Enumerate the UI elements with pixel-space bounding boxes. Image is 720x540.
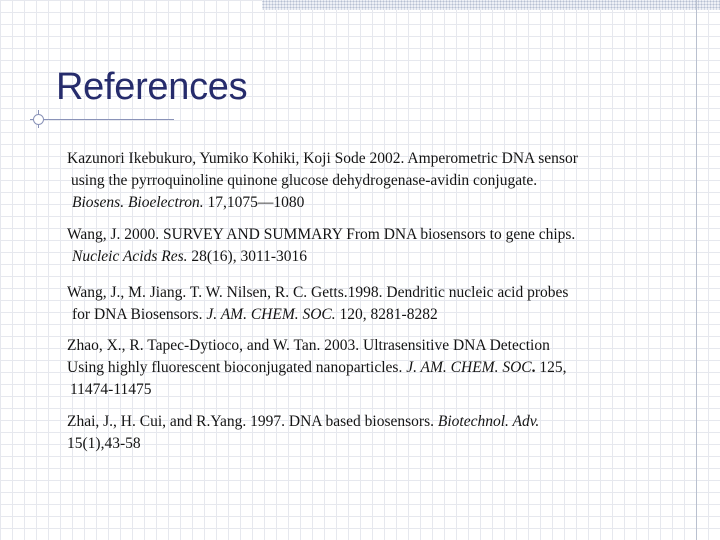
journal-name: Biotechnol. Adv. (437, 413, 540, 430)
reference-line: 15(1),43-58 (67, 435, 141, 452)
reference-item (67, 224, 707, 268)
journal-name: Nucleic Acids Res. (72, 248, 188, 265)
reference-text: Using highly fluorescent bioconjugated nanoparticles. (67, 359, 407, 376)
decorative-top-band (262, 0, 720, 10)
reference-line: 11474-11475 (70, 381, 152, 398)
reference-line: Wang, J. 2000. SURVEY AND SUMMARY From DNA biosensors to gene chips. (67, 226, 576, 243)
journal-name: J. AM. CHEM. SOC (406, 359, 532, 376)
journal-name: J. AM. CHEM. SOC. (206, 306, 336, 323)
slide-title: References (56, 66, 248, 108)
citation-details: 120, 8281-8282 (335, 306, 438, 323)
reference-item (67, 335, 707, 401)
reference-item (67, 282, 707, 326)
reference-line: Kazunori Ikebukuro, Yumiko Kohiki, Koji Sode 2002. Amperometric DNA sensor (67, 150, 578, 167)
reference-item (67, 411, 707, 455)
reference-item (67, 148, 707, 214)
journal-period: . (531, 359, 536, 376)
reference-line (67, 411, 707, 433)
reference-text: for DNA Biosensors. (72, 306, 207, 323)
reference-line: Wang, J., M. Jiang. T. W. Nilsen, R. C. Getts.1998. Dendritic nucleic acid probes (67, 284, 569, 301)
reference-line (67, 246, 707, 268)
reference-line (67, 304, 707, 326)
reference-text: Zhai, J., H. Cui, and R.Yang. 1997. DNA based biosensors. (67, 413, 438, 430)
title-underline (30, 119, 174, 120)
decorative-vertical-line (696, 0, 697, 540)
citation-details: 17,1075—1080 (203, 194, 305, 211)
reference-line (67, 357, 707, 379)
journal-name: Biosens. Bioelectron. (72, 194, 204, 211)
citation-details: 28(16), 3011-3016 (187, 248, 308, 265)
reference-line: using the pyrroquinoline quinone glucose dehydrogenase-avidin conjugate. (71, 172, 538, 189)
citation-details: 125, (535, 359, 567, 376)
reference-line (67, 192, 707, 214)
crosshair-icon (30, 110, 48, 128)
reference-line: Zhao, X., R. Tapec-Dytioco, and W. Tan. 2003. Ultrasensitive DNA Detection (67, 337, 550, 354)
